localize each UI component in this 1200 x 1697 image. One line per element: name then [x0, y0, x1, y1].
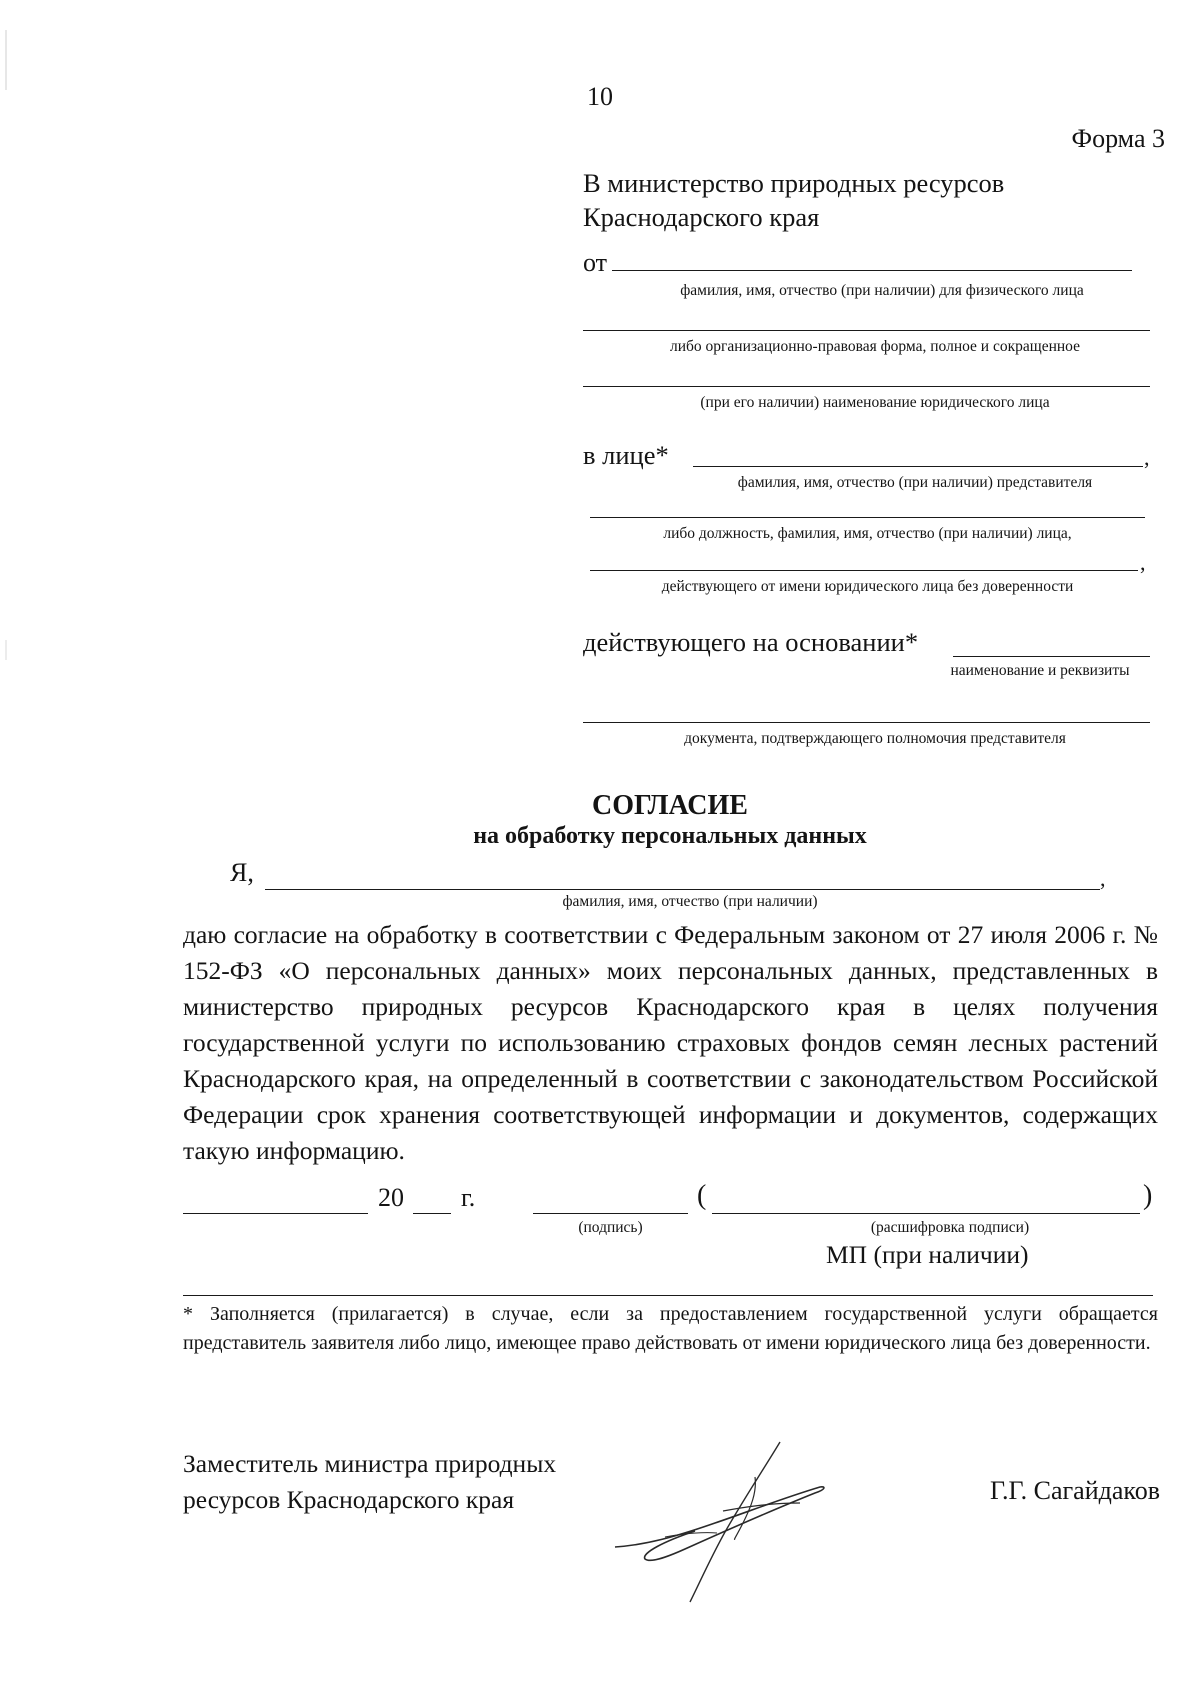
handwritten-signature	[605, 1437, 845, 1607]
decoding-paren-close: )	[1143, 1180, 1153, 1211]
signer-name: Г.Г. Сагайдаков	[989, 1476, 1160, 1505]
year-prefix: 20	[378, 1183, 404, 1212]
representative-hint-1: фамилия, имя, отчество (при наличии) представителя	[737, 474, 1093, 491]
consent-name-hint: фамилия, имя, отчество (при наличии)	[562, 893, 818, 910]
applicant-hint-2: либо организационно-правовая форма, полное и сокращенное	[670, 338, 1080, 355]
signer-title	[183, 1446, 556, 1518]
signature-decoding-field[interactable]	[712, 1213, 1140, 1214]
signature-field[interactable]	[533, 1213, 688, 1214]
applicant-name-field[interactable]	[612, 270, 1132, 271]
decoding-hint: (расшифровка подписи)	[870, 1219, 1030, 1236]
consent-i-label: Я,	[230, 858, 254, 887]
basis-hint-1: наименование и реквизиты	[950, 662, 1130, 679]
consent-subtitle: на обработку персональных данных	[473, 823, 867, 849]
applicant-org-name-field[interactable]	[583, 386, 1150, 387]
basis-label: действующего на основании*	[583, 627, 919, 657]
addressee-line-2: Краснодарского края	[583, 202, 820, 232]
representative-extra-comma: ,	[1140, 550, 1146, 575]
basis-field[interactable]	[953, 656, 1150, 657]
form-number: Форма 3	[1071, 124, 1165, 153]
year-suffix: г.	[461, 1183, 476, 1212]
basis-document-field[interactable]	[583, 722, 1150, 723]
representative-position-field[interactable]	[590, 517, 1145, 518]
signer-title-line-2: ресурсов Краснодарского края	[183, 1485, 515, 1514]
decoding-paren-open: (	[697, 1180, 707, 1211]
applicant-org-field[interactable]	[583, 330, 1150, 331]
representative-hint-2: либо должность, фамилия, имя, отчество (при наличии) лица,	[663, 525, 1072, 542]
consent-body-text: даю согласие на обработку в соответствии с Федеральным законом от 27 июля 2006 г. № 152-ФЗ «О персональных данных» моих персональных данных, представленных в министерство природных ресурсов Краснодарского края в целях получения государственной услуги по использованию страховых фондов семян лесных растений Краснодарского края, на определенный в соответствии с законодательством Российской Федерации срок хранения соответствующей информации и документов, содержащих такую информацию.	[183, 920, 1158, 1165]
representative-extra-field[interactable]	[590, 570, 1138, 571]
consent-name-comma: ,	[1100, 866, 1106, 891]
consent-title: СОГЛАСИЕ	[592, 790, 748, 821]
representative-comma: ,	[1144, 445, 1150, 470]
stamp-note: МП (при наличии)	[826, 1240, 1029, 1269]
from-label: от	[583, 248, 608, 277]
consent-name-field[interactable]	[265, 889, 1100, 890]
footnote-separator	[183, 1295, 1153, 1296]
applicant-hint-1: фамилия, имя, отчество (при наличии) для физического лица	[680, 282, 1084, 299]
page-number: 10	[587, 82, 613, 111]
signer-title-line-1: Заместитель министра природных	[183, 1449, 557, 1478]
date-year-field[interactable]	[413, 1213, 451, 1214]
signature-hint: (подпись)	[578, 1219, 643, 1236]
date-day-month-field[interactable]	[183, 1213, 368, 1214]
basis-hint-2: документа, подтверждающего полномочия представителя	[684, 730, 1066, 747]
representative-name-field[interactable]	[693, 466, 1143, 467]
footnote-text: * Заполняется (прилагается) в случае, если за предоставлением государственной услуги обращается представитель заявителя либо лицо, имеющее право действовать от имени юридического лица без доверенности.	[183, 1303, 1158, 1354]
addressee-line-1: В министерство природных ресурсов	[583, 168, 1005, 198]
representative-hint-3: действующего от имени юридического лица без доверенности	[661, 578, 1074, 595]
representative-label: в лице*	[583, 440, 669, 470]
applicant-hint-3: (при его наличии) наименование юридического лица	[700, 394, 1050, 411]
